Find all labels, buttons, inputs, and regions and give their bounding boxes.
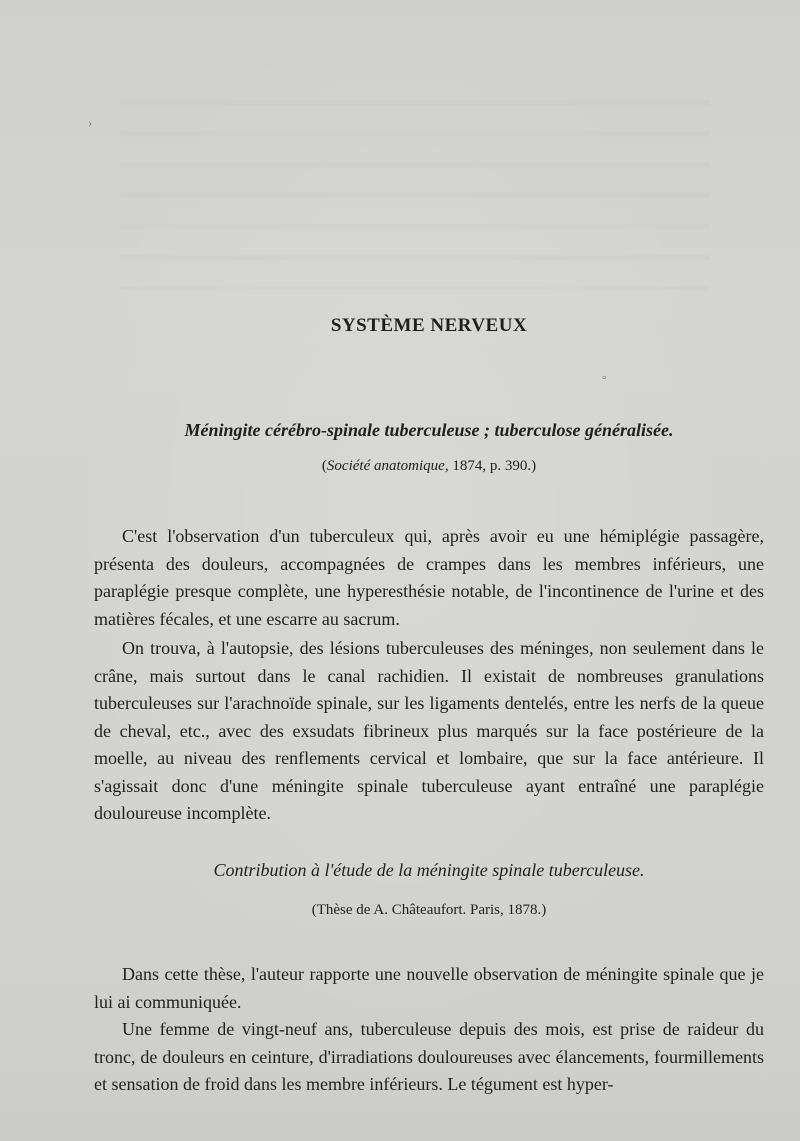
section-citation-these: (Thèse de A. Châteaufort. Paris, 1878.) [311,902,547,918]
section-2-paragraph-1: Dans cette thèse, l'auteur rapporte une nouvelle observation de méningite spinale que je lui ai communiquée. [94,964,764,1012]
section-heading-meningite-cerebro-spinale: Méningite cérébro-spinale tuberculeuse ; tuberculose généralisée. [184,420,674,440]
section-heading-contribution: Contribution à l'étude de la méningite spinale tuberculeuse. [213,860,645,880]
citation-details: , 1874, p. 390.) [444,458,537,474]
section-1-paragraph-2: On trouva, à l'autopsie, des lésions tuberculeuses des méninges, non seulement dans le crâne, mais surtout dans le canal rachidien. Il existait de nombreuses granulations tuberculeuses sur l'arachnoïde spinale, sur les ligaments dentelés, entre les nerfs de la queue de cheval, etc., avec des exsudats fibrineux plus marqués sur la face postérieure de la moelle, au niveau des renflements cervical et lombaire, que sur la face antérieure. Il s'agissait donc d'une méningite spinale tuberculeuse ayant entraîné une paraplégie douloureuse incomplète. [94,638,764,823]
citation-source: Société anatomique [326,458,445,474]
margin-mark-right: ° [602,374,607,386]
citation-open-paren: ( [321,458,327,474]
section-2-paragraph-2: Une femme de vingt-neuf ans, tuberculeuse depuis des mois, est prise de raideur du tronc, de douleurs en ceinture, d'irradiations douloureuses avec élancements, fourmillements et sensation de froid dans les membre inférieurs. Le tégument est hyper- [94,1019,764,1094]
page-title: SYSTÈME NERVEUX [330,315,528,336]
margin-mark-left: › [88,115,93,130]
page-content [94,0,764,1141]
section-1-paragraph-1: C'est l'observation d'un tuberculeux qui, après avoir eu une hémiplégie passagère, présenta des douleurs, accompagnées de crampes dans les membres inférieurs, une paraplégie presque complète, une hyperesthésie notable, de l'incontinence de l'urine et des matières fécales, et une escarre au sacrum. [94,526,764,629]
section-citation-societe-anatomique [94,458,764,475]
